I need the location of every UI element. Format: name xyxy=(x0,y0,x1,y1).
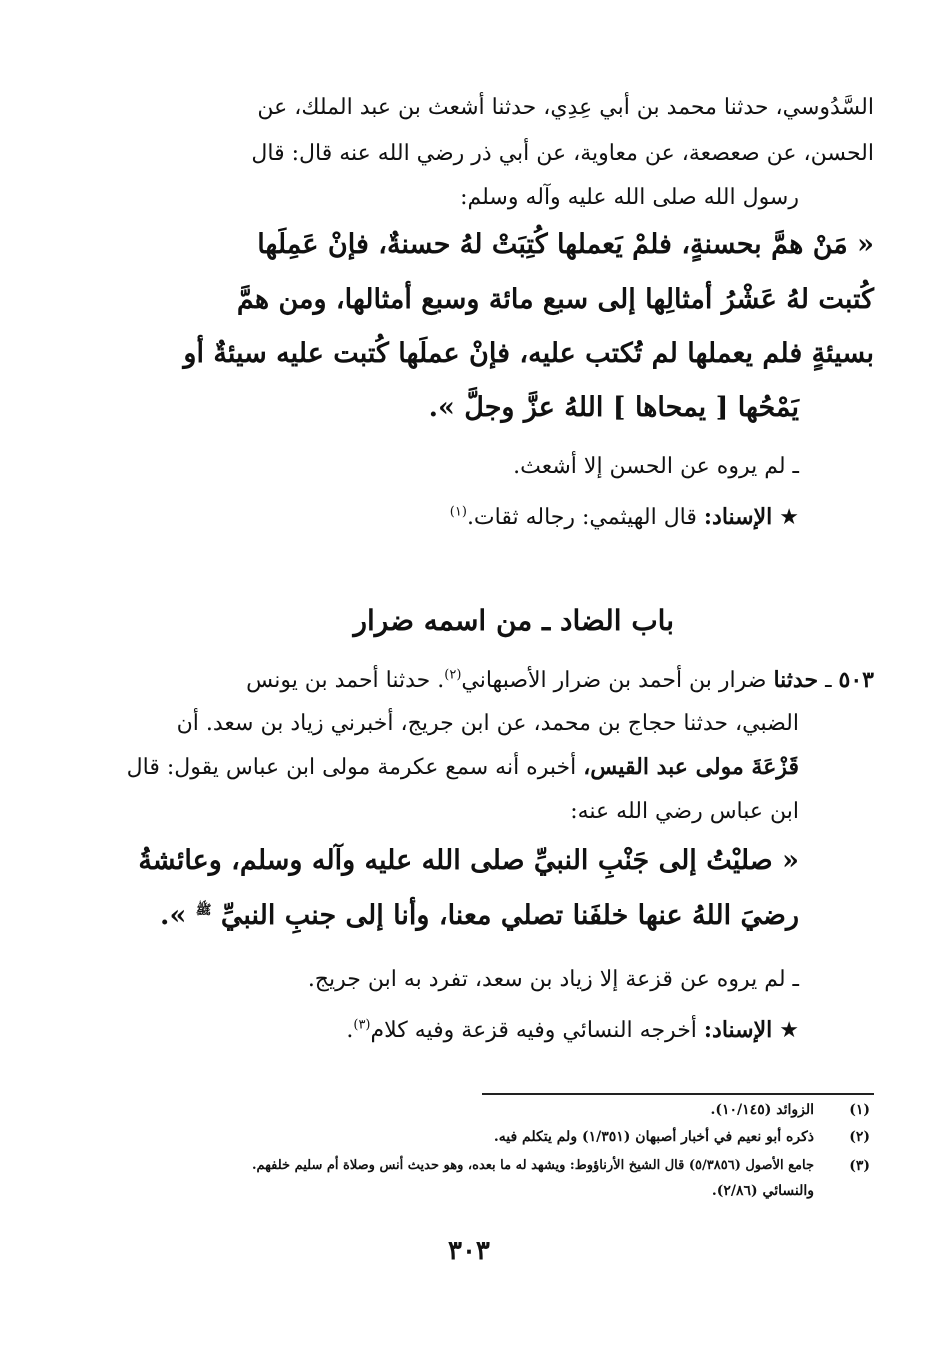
footnote-number: (٣) xyxy=(849,1158,870,1174)
isnad-line: رسول الله صلى الله عليه وآله وسلم: xyxy=(460,185,799,210)
hadith-text-line: يَمْحُها [ يمحاها ] اللهُ عزَّ وجلَّ ». xyxy=(428,392,799,423)
isnad-text: قال الهيثمي: رجاله ثقات. xyxy=(466,505,697,530)
isnad-text: أخرجه النسائي وفيه قزعة وفيه كلام xyxy=(370,1018,697,1043)
star-icon: ★ xyxy=(779,505,799,530)
section-heading: باب الضاد ـ من اسمه ضرار xyxy=(353,604,674,637)
closing-quote: ». xyxy=(160,900,187,931)
isnad-text: ضرار بن أحمد بن ضرار الأصبهاني xyxy=(461,668,767,693)
footnote-ref: (١) xyxy=(449,504,467,520)
footnote-text: الزوائد (١٠/١٤٥). xyxy=(710,1102,814,1118)
isnad-line xyxy=(127,752,799,783)
isnad-label: الإسناد: xyxy=(703,504,773,530)
hadith-number-line xyxy=(246,665,874,696)
isnad-text: . حدثنا أحمد بن يونس xyxy=(246,668,445,693)
isnad-line: السَّدُوسي، حدثنا محمد بن أبي عِدِي، حدثنا أشعث بن عبد الملك، عن xyxy=(257,95,874,120)
footnote-number: (١) xyxy=(849,1102,870,1118)
isnad-line: الحسن، عن صعصعة، عن معاوية، عن أبي ذر رضي الله عنه قال: قال xyxy=(251,141,874,166)
narration-note: ـ لم يروه عن الحسن إلا أشعث. xyxy=(513,454,799,479)
footnote-ref: (٢) xyxy=(444,667,462,683)
isnad-grading xyxy=(450,502,799,533)
hadith-text: رضيَ اللهُ عنها خلفَنا تصلي معنا، وأنا إلى جنبِ النبيِّ xyxy=(220,900,799,931)
footnote-number: (٢) xyxy=(849,1129,870,1145)
isnad-line: الضبي، حدثنا حجاج بن محمد، عن ابن جريج، أخبرني زياد بن سعد. أن xyxy=(176,711,799,736)
lead-word: حدثنا xyxy=(773,667,819,693)
isnad-line: ابن عباس رضي الله عنه: xyxy=(570,799,799,824)
footnote-continuation: والنسائي (٢/٨٦). xyxy=(711,1183,814,1199)
hadith-text-line: « مَنْ همَّ بحسنةٍ، فلمْ يَعملها كُتِبَتْ لهُ حسنةٌ، فإنْ عَمِلَها xyxy=(257,229,874,260)
salutation-icon: ﷺ xyxy=(195,903,212,918)
isnad-text: أخبره أنه سمع عكرمة مولى ابن عباس يقول: قال xyxy=(126,755,577,780)
page-number: ٣٠٣ xyxy=(448,1236,490,1266)
hadith-text-line: كُتبت لهُ عَشْرُ أمثالِها إلى سبع مائة وسبع أمثالها، ومن همَّ xyxy=(236,284,874,315)
star-icon: ★ xyxy=(779,1018,799,1043)
hadith-text-line: بسيئةٍ فلم يعملها لم تُكتب عليه، فإنْ عملَها كُتبت عليه سيئةٌ أو xyxy=(183,338,874,369)
isnad-label: الإسناد: xyxy=(703,1017,773,1043)
narration-note: ـ لم يروه عن قزعة إلا زياد بن سعد، تفرد به ابن جريج. xyxy=(307,967,799,992)
hadith-number: ٥٠٣ xyxy=(838,667,874,693)
hadith-text-line: « صليْتُ إلى جَنْبِ النبيِّ صلى الله عليه وآله وسلم، وعائشةُ xyxy=(138,845,799,876)
footnote-divider xyxy=(482,1093,874,1095)
footnote-text: ذكره أبو نعيم في أخبار أصبهان (١/٣٥١) ولم يتكلم فيه. xyxy=(493,1129,814,1145)
hadith-text-line xyxy=(160,898,799,934)
footnote-ref: (٣) xyxy=(353,1017,371,1033)
narrator-name: قَزْعَةَ مولى عبد القيس، xyxy=(583,754,799,780)
isnad-grading xyxy=(346,1015,799,1046)
dash: ـ xyxy=(825,668,832,693)
footnote-text: جامع الأصول (٥/٣٨٥٦) قال الشيخ الأرناؤوط: ويشهد له ما بعده، وهو حديث أنس وصلاة أم سليم خلفهم. xyxy=(251,1158,814,1173)
period: . xyxy=(346,1018,354,1043)
